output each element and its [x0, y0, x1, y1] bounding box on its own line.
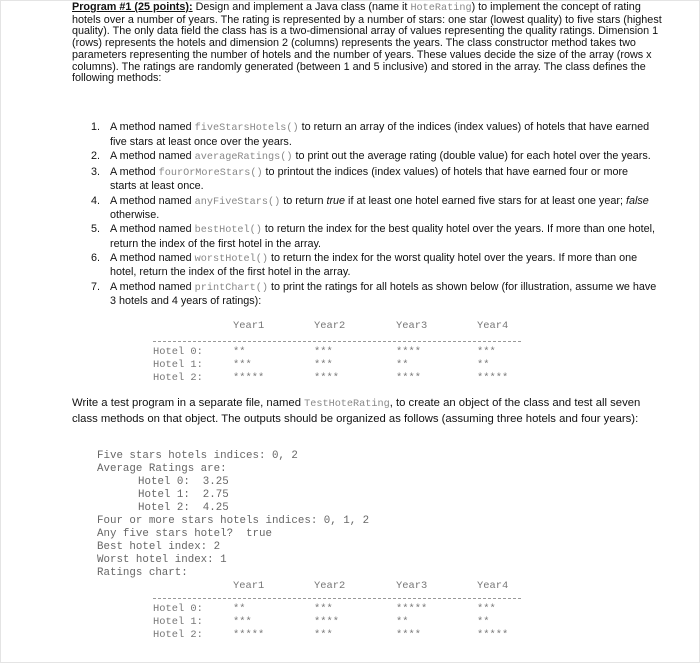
year-header: Year3 [396, 580, 428, 592]
rating-cell: **** [396, 629, 421, 641]
test-text: Write a test program in a separate file, named [72, 397, 305, 409]
item-text: to printout the indices (index values) of hotels that have earned four or more starts at least once. [110, 165, 629, 193]
hotel-label: Hotel 0: [153, 346, 203, 358]
rating-cell: *** [233, 359, 252, 371]
list-item [91, 252, 657, 279]
methods-list [91, 121, 657, 309]
rating-cell: ** [477, 616, 490, 628]
output-line: Best hotel index: 2 [97, 541, 221, 553]
rating-cell: *** [314, 346, 333, 358]
method-name: printChart() [194, 282, 269, 294]
output-line: Hotel 1: 2.75 [138, 489, 229, 501]
year-header: Year1 [233, 320, 265, 332]
item-number: 7. [91, 280, 101, 293]
item-text: A method named [110, 121, 195, 133]
test-class-name: TestHoteRating [304, 399, 390, 410]
item-text: A method named [110, 280, 195, 293]
rating-cell: ***** [477, 629, 509, 641]
program-title: Program #1 (25 points): [72, 1, 193, 13]
class-name: HoteRating [410, 3, 472, 14]
rating-cell: ** [396, 359, 409, 371]
rating-cell: *** [314, 359, 333, 371]
list-item [91, 223, 657, 250]
item-number: 2. [91, 149, 101, 162]
method-name: fiveStarsHotels() [194, 123, 299, 134]
rating-cell: *** [477, 346, 496, 358]
item-text: if at least one hotel earned five stars for at least one year; [345, 194, 626, 207]
output-line: Five stars hotels indices: 0, 2 [97, 450, 298, 462]
intro-text-rest: ) to implement the concept of rating hotels over a number of years. The rating is represented by a number of stars: one star (lowest quality) to five stars (highest quality). The only data field the class has is a two-dimensional array of values representing the quality ratings. Dimension 1 (rows) represents the hotels and dimension 2 (columns) represents the years. The class constructor method takes two parameters representing the number of hotels and the number of years. These values decide the size of the array (rows x columns). The ratings are randomly generated (between 1 and 5 inclusive) and stored in the array. The class defines the following methods: [72, 1, 662, 85]
item-text: to return the index for the best quality hotel over the years. If more than one hotel, return the index of the first hotel in the array. [110, 223, 656, 250]
item-text: to return an array of the indices (index values) of hotels that have earned five stars at least once over the years. [110, 121, 650, 148]
item-text: to print the ratings for all hotels as shown below (for illustration, assume we have 3 hotels and 4 years of ratings): [110, 280, 657, 308]
method-name: fourOrMoreStars() [158, 167, 263, 179]
list-item [91, 281, 657, 308]
item-number: 6. [91, 251, 101, 264]
method-name: averageRatings() [194, 151, 293, 163]
year-header: Year2 [314, 320, 346, 332]
rating-cell: **** [396, 346, 421, 358]
divider [153, 598, 521, 599]
output-line: Hotel 0: 3.25 [138, 476, 229, 488]
year-header: Year2 [314, 580, 346, 592]
rating-cell: *** [233, 616, 252, 628]
method-name: worstHotel() [194, 253, 269, 265]
intro-paragraph [72, 2, 664, 85]
rating-cell: *** [314, 629, 333, 641]
year-header: Year4 [477, 320, 509, 332]
rating-cell: ***** [396, 603, 428, 615]
output-line: Average Ratings are: [97, 463, 227, 475]
hotel-label: Hotel 1: [153, 616, 203, 628]
test-paragraph [72, 396, 652, 427]
item-text: to return the index for the worst quality hotel over the years. If more than one hotel, return the index of the first hotel in the array. [110, 251, 638, 279]
item-number: 1. [91, 121, 101, 133]
divider [153, 341, 521, 342]
output-line: Worst hotel index: 1 [97, 554, 227, 566]
item-text: A method [110, 165, 159, 178]
item-text: A method named [110, 223, 195, 236]
output-line: Any five stars hotel? true [97, 528, 272, 540]
year-header: Year1 [233, 580, 265, 592]
item-emphasis: false [625, 194, 649, 207]
output-line: Four or more stars hotels indices: 0, 1, 2 [97, 515, 370, 527]
rating-cell: ***** [477, 372, 509, 384]
rating-cell: **** [314, 372, 339, 384]
output-line: Ratings chart: [97, 567, 188, 579]
list-item [91, 121, 657, 148]
rating-cell: ** [396, 616, 409, 628]
rating-cell: ** [233, 603, 246, 615]
item-text: to print out the average rating (double value) for each hotel over the years. [292, 149, 651, 162]
year-header: Year4 [477, 580, 509, 592]
item-text: otherwise. [110, 209, 160, 222]
item-number: 3. [91, 165, 101, 178]
hotel-label: Hotel 2: [153, 629, 203, 641]
item-text: A method named [110, 251, 195, 264]
output-line: Hotel 2: 4.25 [138, 502, 229, 514]
item-text: A method named [110, 149, 195, 162]
item-emphasis: true [326, 194, 346, 207]
rating-cell: ** [233, 346, 246, 358]
rating-cell: **** [396, 372, 421, 384]
hotel-label: Hotel 2: [153, 372, 203, 384]
rating-cell: *** [477, 603, 496, 615]
rating-cell: ** [477, 359, 490, 371]
item-number: 5. [91, 223, 101, 236]
method-name: bestHotel() [194, 225, 262, 237]
test-text-rest: , to create an object of the class and test all seven class methods on that object. The outputs should be organized as follows (assuming three hotels and four years): [72, 397, 641, 426]
rating-cell: ***** [233, 629, 265, 641]
list-item [91, 150, 657, 165]
rating-cell: **** [314, 616, 339, 628]
method-name: anyFiveStars() [194, 196, 281, 208]
hotel-label: Hotel 0: [153, 603, 203, 615]
hotel-label: Hotel 1: [153, 359, 203, 371]
rating-cell: ***** [233, 372, 265, 384]
item-number: 4. [91, 194, 101, 207]
item-text: A method named [110, 194, 195, 207]
rating-cell: *** [314, 603, 333, 615]
year-header: Year3 [396, 320, 428, 332]
list-item [91, 195, 657, 222]
item-text: to return [280, 194, 327, 207]
intro-text: Design and implement a Java class (name it [192, 1, 411, 13]
list-item [91, 166, 657, 193]
